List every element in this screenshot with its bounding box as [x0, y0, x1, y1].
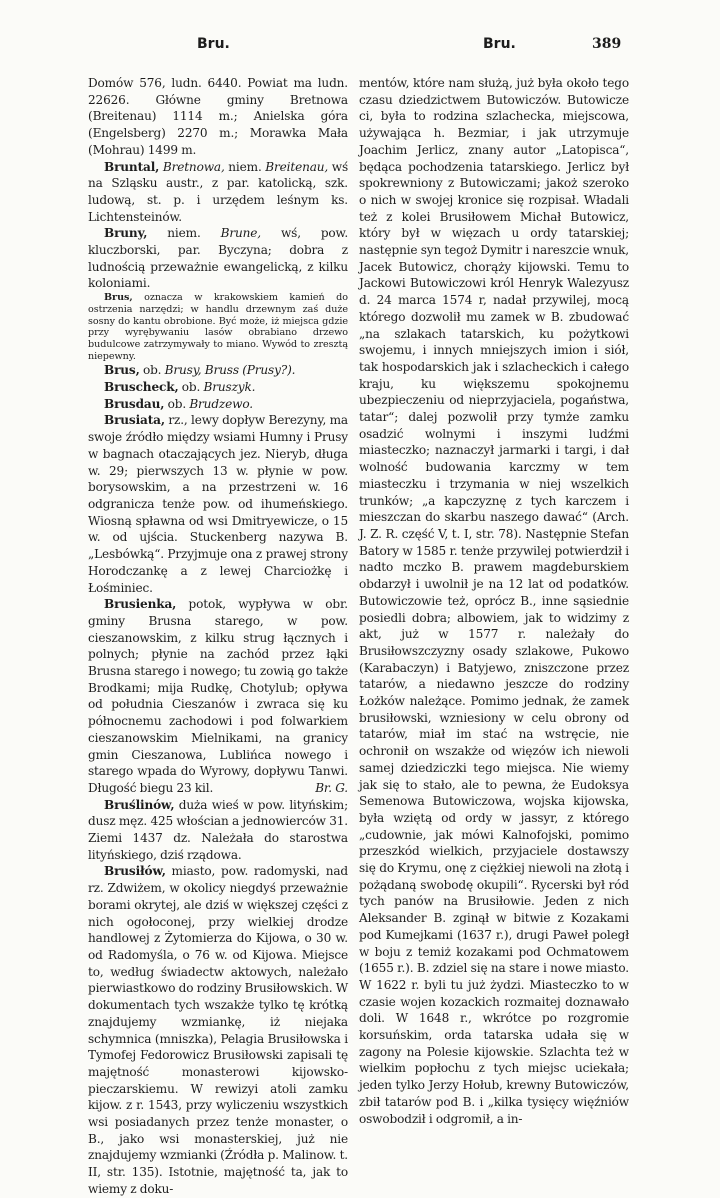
- entry-body: duża wieś w pow. lityńskim; dusz męz. 425 włościan a jednowierców 31. Ziemi 1437 dz. Należała do starostwa lityńskiego, dziś rządowa.: [88, 797, 348, 862]
- header-center-title: Bru.: [483, 36, 516, 52]
- entry-bruslinow: [88, 797, 348, 864]
- headword: Bruscheck,: [104, 380, 179, 395]
- entry-variant: Bretnowa,: [162, 159, 225, 174]
- entry-connector: niem.: [147, 226, 201, 241]
- entry-body: wś, pow. kluczborski, par. Byczyna; dobra z ludnością przeważnie ewangelicką, z kilku koloniami.: [88, 226, 349, 291]
- headword: Brusiata,: [104, 413, 165, 428]
- entry-connector: niem.: [224, 159, 262, 174]
- entry-brusiata: [88, 412, 348, 596]
- header-left-title: Bru.: [197, 36, 230, 52]
- running-header: [0, 36, 720, 56]
- entry-connector: ob.: [164, 396, 187, 411]
- entry-bruntal: [88, 159, 348, 226]
- headword: Bruntal,: [104, 159, 160, 174]
- headword: Bruślinów,: [104, 797, 175, 812]
- entry-connector: ob.: [178, 380, 201, 395]
- entry-body: miasto, pow. radomyski, nad rz. Zdwiżem, w okolicy niegdyś przeważnie borami okrytej, ale dziś w większej części z nich ogołoconej, przy wielkiej drodze handlowej z Żytomierza do Kijowa, o 30 w. od Radomyśla, o 76 w. od Kijowa. Miejsce to, według świadectw aktowych, należało pierwiastkowo do rodziny Brusiłowskich. W dokumentach tych wszakże tylko tę krótką znajdujemy wzmiankę, iż niejaka schymnica (mniszka), Pelagia Brusiłowska i Tymofej Fedorowicz Brusiłowski zapisali tę majętność monasterowi kijowsko-pieczarskiemu. W rewizyi atoli zamku kijow. z r. 1543, przy wyliczeniu wszystkich wsi posiadanych przez tenże monaster, o B., jako wsi monasterskiej, już nie znajdujemy wzmianki (Źródła p. Malinow. t. II, str. 135). Istotnie, majętność ta, jak to wiemy z doku-: [88, 864, 348, 1196]
- headword: Bruny,: [104, 226, 148, 241]
- headword: Brusiłów,: [104, 864, 166, 879]
- continuation-paragraph: Domów 576, ludn. 6440. Powiat ma ludn. 22626. Główne gminy Bretnowa (Breitenau) 1114 m.; Anielska góra (Engelsberg) 2270 m.; Morawka Mała (Mohrau) 1499 m.: [88, 76, 348, 157]
- entry-variant: Brudzewo.: [189, 396, 253, 411]
- entry-body: rz., lewy dopływ Berezyny, ma swoje źródło między wsiami Humny i Prusy w bagnach otaczających jez. Nieryb, długa w. 29; pierwszych 13 w. płynie w pow. borysowskim, a na przestrzeni w. 16 odgranicza tenże pow. od ihumeńskiego. Wiosną spławna od wsi Dmitryewicze, o 15 w. od ujścia. Stuckenberg nazywa B. „Lesbówką“. Przyjmuje ona z prawej strony Horodczankę a z lewej Charciożkę i Łośminiec.: [88, 413, 348, 595]
- continued-article-text: mentów, które nam służą, już była około tego czasu dziedzictwem Butowiczów. Butowicze ci, była to rodzina szlachecka, miejscowa, używająca h. Bezmiar, i jak utrzymuje Joachim Jerlicz, znany autor „Latopisca“, będąca pochodzenia tatarskiego. Jerlicz był spokrewniony z Butowiczami; jakoż szeroko o nich w swojej kronice się rozpisał. Władali też z kolei Brusiłowem Michał Butowicz, który był w więzach u ordy tatarskiej; następnie syn tegoż Dymitr i nareszcie wnuk, Jacek Butowicz, chorąży kijowski. Temu to Jackowi Butowiczowi król Henryk Walezyusz d. 24 marca 1574 r, nadał przywilej, mocą którego dozwolił mu zamek w B. zbudować „na szlakach tatarskich, ku pożytkowi swojemu, i innych mniejszych imion i siół, tak hospodarskich jak i szlacheckich i całego kraju, ku większemu spokojnemu ubezpieczeniu od nieprzyjaciela, pogaństwa, tatar“; dalej pozwolił przy tymże zamku osadzić wolnymi i inszymi ludźmi miasteczko; naznaczył jarmarki i targi, i dał wolność budowania karczmy w tem miasteczku i trzymania w niej wszelkich trunków; „a kapczyznę z tych karczem i mieszczan do skarbu naszego dawać“ (Arch. J. Z. R. część V, t. I, str. 78). Następnie Stefan Batory w 1585 r. tenże przywilej potwierdził i nadto mczko B. prawem magdeburskiem obdarzył i uwolnił je na 12 lat od podatków. Butowiczowie też, oprócz B., inne sąsiednie posiedli dobra; albowiem, jak to widzimy z akt, już w 1577 r. należały do Brusiłowszczyzny osady szlakowe, Pukowo (Karabaczyn) i Batyjewo, zniszczone przez tatarów, a niedawno jeszcze do rodziny Łożków należące. Pomimo jednak, że zamek brusiłowski, wzniesiony w celu obrony od tatarów, miał im stać na wstręcie, nie ochronił on wszakże od więzów ich niewoli samej dziedziczki tego miejsca. Nie wiemy jak się to stało, ale to pewna, że Eudoksya Semenowa Butowiczowa, wojska kijowska, była wziętą od ordy w jassyr, z którego „cudownie, jak mówi Kalnofojski, pomimo przeszkód wielkich, przyjaciele dostawszy się do Krymu, onę z ciężkiej niewoli na złotą i pożądaną swobodę okupili“. Rycerski był ród tych panów na Brusiłowie. Jeden z nich Aleksander B. zginął w bitwie z Kozakami pod Kumejkami (1637 r.), drugi Paweł poległ w boju z temiż kozakami pod Ochmatowem (1655 r.). B. zdziel się na stare i nowe miasto. W 1622 r. byli tu już żydzi. Miasteczko to w czasie wojen kozackich rozmaitej doznawało doli. W 1648 r., wkrótce po rozgromie korsuńskim, orda tatarska udała się w zagony na Polesie kijowskie. Szlachta też w wielkim popłochu z tych miejsc uciekała; jeden tylko Jerzy Hołub, krewny Butowiczów, zbił tatarów pod B. i „kilka tysięcy więźniów oswobodził i odgromił, a in-: [359, 76, 629, 1126]
- entry-connector: ob.: [139, 363, 162, 378]
- headword: Brus,: [104, 363, 140, 378]
- entry-body: oznacza w krakowskiem kamień do ostrzenia narzędzi; w handlu drzewnym zaś duże sosny do kantu obrobione. Być może, iż miejsca gdzie przy wyrębywaniu lasów obrabiano drzewo budulcowe zatrzymywały to miano. Wywód to zresztą niepewny.: [88, 292, 348, 362]
- entry-brus-note: [88, 292, 348, 362]
- entry-body: potok, wypływa w obr. gminy Brusna starego, w pow. cieszanowskim, z kilku strug łącznych i polnych; płynie na zachód przez łąki Brusna starego i nowego; tu zowią go także Brodkami; mija Rudkę, Chotylub; opływa od południa Cieszanów i zwraca się ku północnemu zachodowi i pod folwarkiem cieszanowskim Mielnikami, na granicy gmin Cieszanowa, Lublińca nowego i starego wpada do Wyrowy, dopływu Tanwi. Długość biegu 23 kil.: [88, 597, 348, 795]
- page-number: 389: [592, 36, 622, 52]
- entry-brus: [88, 362, 348, 379]
- entry-brusilow: [88, 863, 348, 1197]
- entry-variant: Bruszyk.: [203, 380, 256, 395]
- entry-body: wś na Szląsku austr., z par. katolicką, szk. ludową, st. p. i urzędem leśnym ks. Lichtensteinów.: [88, 159, 349, 224]
- entry-brusienka: [88, 596, 348, 796]
- entry-bruscheck: [88, 379, 348, 396]
- entry-variant: Breitenau,: [265, 159, 329, 174]
- entry-brusdau: [88, 396, 348, 413]
- entry-bruny: [88, 225, 348, 292]
- right-column: [359, 75, 629, 1126]
- headword: Brusdau,: [104, 396, 165, 411]
- headword: Brusienka,: [104, 597, 177, 612]
- left-column: [88, 75, 349, 1196]
- entry-variant: Brusy, Bruss (Prusy?).: [164, 363, 296, 378]
- entry-variant: Brune,: [220, 226, 261, 241]
- author-signature: Br. G.: [315, 780, 348, 795]
- headword: Brus,: [104, 292, 133, 304]
